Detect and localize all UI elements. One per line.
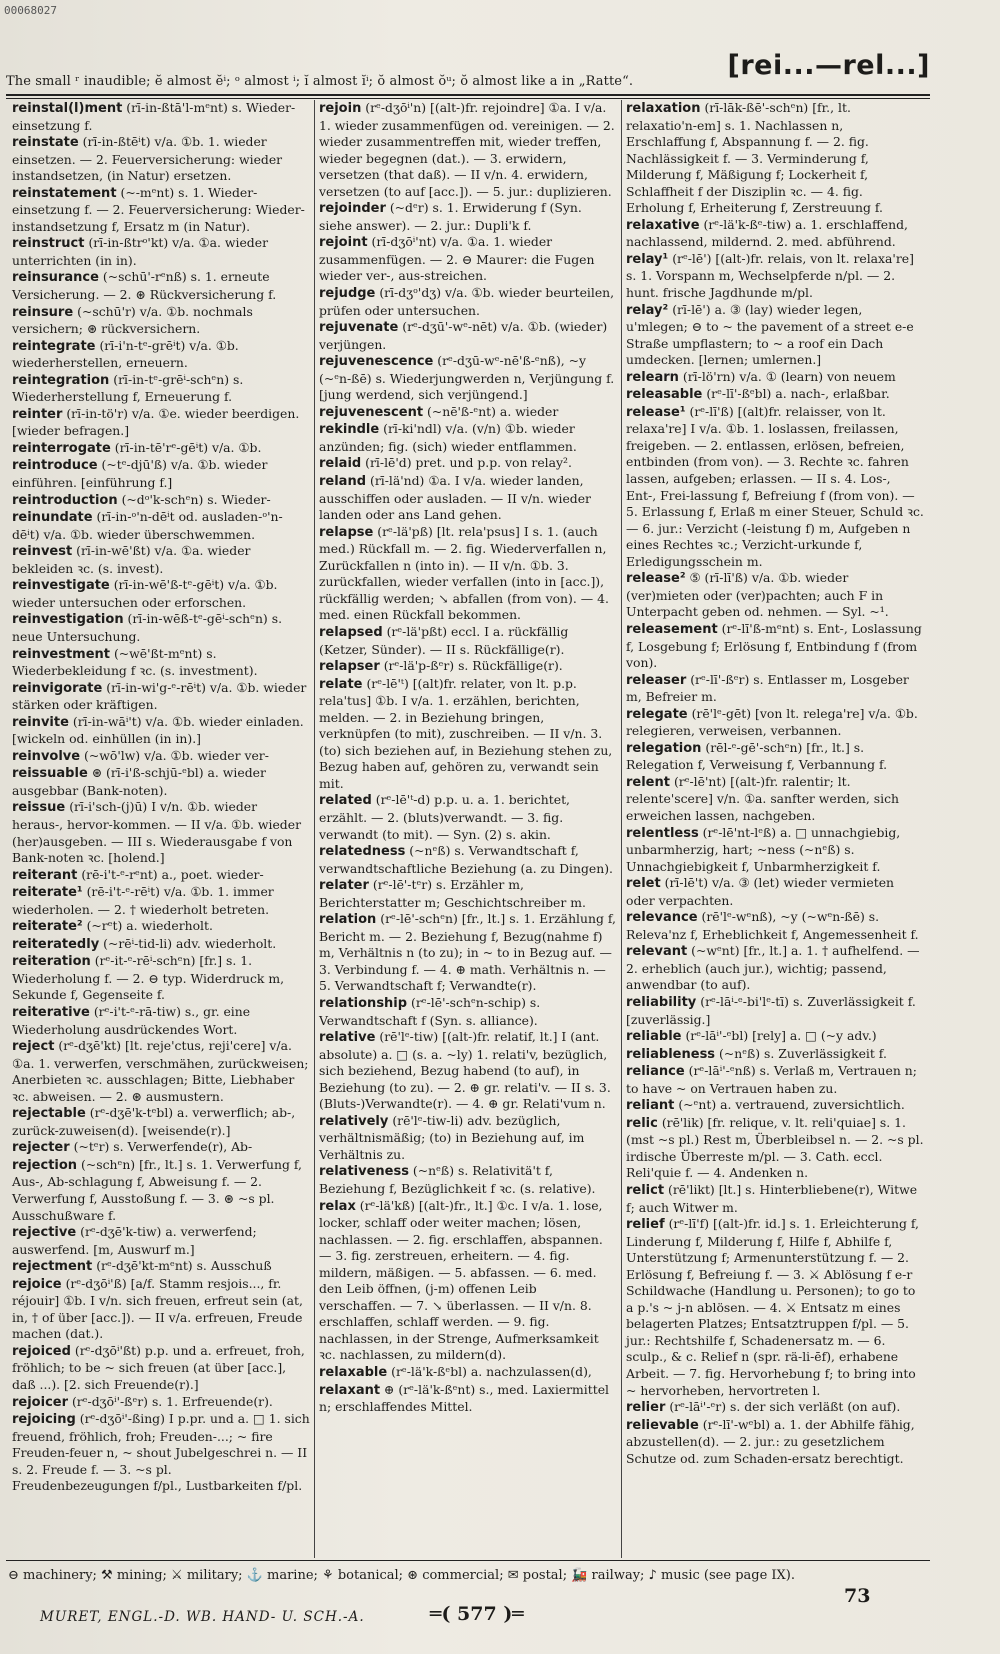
entry-definition: (rē'lᵉ-tiw-li) adv. bezüglich, verhältnismäßig; (to) in Beziehung auf, im Verhältnis zu. (319, 1112, 585, 1162)
dictionary-entry (626, 1063, 924, 1097)
entry-headword: releasable (626, 387, 703, 403)
entry-definition: (rᵉ-dʒū-wᵉ-nē'ß-ᵉnß), ~y (~ᵉn-ßē) s. Wiederjungwerden n, Verjüngung f. [jung werdend, sich verjüngend.] (319, 353, 615, 403)
dictionary-entry (319, 473, 617, 524)
dictionary-entry (626, 825, 924, 876)
entry-headword: rejoint (319, 235, 368, 251)
entry-headword: reinterrogate (12, 440, 111, 456)
entry-definition: (rᵉ-lāⁱ'-ᵉr) s. der sich verläßt (on auf). (669, 1399, 901, 1415)
entry-definition: (rī-lö'rn) v/a. ① (learn) von neuem (682, 368, 896, 384)
entry-headword: rejoice (12, 1276, 62, 1292)
dictionary-entry (12, 1394, 310, 1412)
entry-headword: reintroduce (12, 458, 98, 474)
dictionary-entry (626, 1399, 924, 1417)
dictionary-entry (12, 936, 310, 954)
dictionary-entry (319, 676, 617, 793)
entry-definition: (rᵉ-lē'ᵗ) [(alt)fr. relater, von lt. p.p. rela'tus] ①b. I v/a. 1. erzählen, berichten, melden. — 2. in Beziehung bringen, verknüpfen (to mit), zuschreiben. — II v/n. 3. (to) sich beziehen auf, in Beziehung stehen zu, Bezug haben auf, gehören zu, verwandt sein mit. (319, 675, 613, 791)
entry-headword: relapser (319, 659, 380, 675)
entry-headword: reissuable (12, 766, 88, 782)
entry-headword: rejectment (12, 1259, 93, 1275)
entry-headword: relater (319, 878, 369, 894)
dictionary-entry (626, 302, 924, 369)
entry-definition: (rᵉ-dʒē'kt-mᵉnt) s. Ausschuß (96, 1258, 272, 1274)
entry-headword: reintroduction (12, 492, 118, 508)
entry-definition: (~ᵉnt) a. vertrauend, zuversichtlich. (678, 1097, 905, 1113)
entry-headword: relict (626, 1183, 665, 1198)
entry-definition: (rᵉ-lä'pß) [lt. rela'psus] I s. 1. (auch med.) Rückfall m. — 2. fig. Wiederverfallen n, Zurückfallen n (into in). — II v/n. ①b. 3. zurückfallen, wieder verfallen (into in [acc.]), rückfällig werden; ↘ abfallen (from von). — 4. med. einen Rückfall bekommen. (319, 523, 609, 623)
dictionary-entry (319, 1029, 617, 1113)
entry-headword: relay² (626, 302, 669, 318)
entry-definition: (rᵉ-lē') [(alt-)fr. relais, von lt. relaxa're] s. 1. Vorspann m, Wechselpferde n/pl. — 2. hunt. frische Jagdhunde m/pl. (626, 250, 914, 301)
dictionary-entry (626, 740, 924, 774)
entry-definition: (rī-in-ßtēⁱt) v/a. ①b. 1. wieder einsetzen. — 2. Feuerversicherung: wieder instandsetzen, (in Natur) ersetzen. (12, 134, 283, 184)
entry-definition: (rᵉ-dʒē'k-tᵉbl) a. verwerflich; ab-, zurück-zuweisen(d). [weisende(r).] (12, 1105, 296, 1138)
dictionary-entry (626, 875, 924, 909)
entry-headword: relaxable (319, 1365, 388, 1381)
dictionary-entry (12, 1004, 310, 1038)
dictionary-entry (319, 658, 617, 676)
entry-headword: rejuvenescent (319, 404, 424, 420)
entry-definition: (~rᵉt) a. wiederholt. (86, 918, 213, 934)
entry-definition: (rᵉ-dʒōⁱ'ß) [a/f. Stamm resjois..., fr. réjouir] ①b. I v/n. sich freuen, erfreut sein (at, in, † of über [acc.]). — II v/a. erfreuen, Freude machen (dat.). (12, 1275, 303, 1342)
dictionary-entry (626, 774, 924, 825)
entry-definition: (~schū'r) v/a. ①b. nochmals versichern; ⊛ rückversichern. (12, 303, 253, 337)
dictionary-entry (319, 1382, 617, 1416)
entry-definition: (rᵉ-lāⁱ'-ᵉnß) s. Verlaß m, Vertrauen n; to have ~ on Vertrauen haben zu. (626, 1063, 917, 1096)
dictionary-entry (319, 524, 617, 624)
entry-headword: rejectable (12, 1106, 86, 1122)
dictionary-entry (12, 509, 310, 543)
entry-headword: reinstatement (12, 185, 117, 201)
entry-columns (8, 100, 928, 1558)
column-right (621, 100, 928, 1558)
entry-definition: (rī-lāk-ßē'-schᵉn) [fr., lt. relaxatio'n-em] s. 1. Nachlassen n, Erschlaffung f, Abspannung f. — 2. fig. Nachlässigkeit f. — 3. Verminderung f, Milderung f, Mäßigung f; Lockerheit f, Schlaffheit f der Disziplin ꝛc. — 4. fig. Erholung f, Erheiterung f, Zerstreuung f. (626, 100, 883, 216)
dictionary-entry (626, 217, 924, 251)
dictionary-entry (319, 995, 617, 1029)
dictionary-entry (626, 1028, 924, 1046)
dictionary-entry (626, 1097, 924, 1115)
entry-definition: (~wō'lw) v/a. ①b. wieder ver- (84, 747, 269, 763)
dictionary-entry (12, 492, 310, 510)
dictionary-entry (12, 457, 310, 491)
entry-definition: (rē'lik) [fr. relique, v. lt. reli'quiae] s. 1. (mst ~s pl.) Rest m, Überbleibsel n. — 2. ~s pl. irdische Überreste m/pl. — 3. Cath. eccl. Reli'quie f. — 4. Andenken n. (626, 1114, 924, 1181)
entry-definition: (~-mᵉnt) s. 1. Wieder-einsetzung f. — 2. Feuerversicherung: Wieder-instandsetzung f, Ersatz m (in Natur). (12, 184, 305, 234)
entry-headword: relation (319, 912, 377, 928)
dictionary-entry (626, 909, 924, 943)
entry-definition: (~tᵉ-djū'ß) v/a. ①b. wieder einführen. [einführung f.] (12, 457, 268, 491)
entry-headword: rejoicing (12, 1412, 76, 1428)
entry-definition: (rᵉ-lē'ᵗ-d) p.p. u. a. 1. berichtet, erzählt. — 2. (bluts)verwandt. — 3. fig. verwandt (to mit). — Syn. (2) s. akin. (319, 792, 571, 842)
dictionary-entry (626, 1182, 924, 1216)
entry-headword: relearn (626, 369, 679, 385)
entry-definition: (rē'lᵉ-tiw) [(alt-)fr. relatif, lt.] I (ant. absolute) a. □ (s. a. ~ly) 1. relati'v, bezüglich, sich beziehend, Bezug habend (to auf), in Beziehung (to zu). — 2. ⊕ gr. relati'v. — II s. 3. (Bluts-)Verwandte(r). — 4. ⊕ gr. Relati'vum n. (319, 1029, 611, 1112)
header-rule (6, 94, 930, 99)
entry-definition: (rᵉ-lä'p-ßᵉr) s. Rückfällige(r). (383, 658, 563, 674)
entry-definition: (rᵉ-dʒōⁱ'n) [(alt-)fr. rejoindre] ①a. I v/a. 1. wieder zusammenfügen od. vereinigen. — 2. wieder zusammentreffen mit, wieder treffen, wieder begegnen (dat.). — 3. erwidern, versetzen (that daß). — II v/n. 4. erwidern, versetzen (to auf [acc.]). — 5. jur.: duplizieren. (319, 100, 615, 199)
dictionary-entry (626, 570, 924, 621)
entry-headword: related (319, 793, 372, 809)
entry-definition: (rᵉ-lī'f) [(alt-)fr. id.] s. 1. Erleichterung f, Linderung f, Milderung f, Hilfe f, Abhilfe f, Unterstützung f; Armenunterstützung f. — 2. Erlösung f, Befreiung f. — 3. ⚔ Ablösung f e-r Schildwache (Handlung u. Personen); to go to a p.'s ~ j-n ablösen. — 4. ⚔ Entsatz m eines belagerten Platzes; Entsatztruppen f/pl. — 5. jur.: Rechtshilfe f, Schadenersatz m. — 6. sculp., & c. Relief n (spr. rä-li-ēf), erhabene Arbeit. — 7. fig. Hervorhebung f; to bring into ~ hervorheben, hervortreten l. (626, 1216, 919, 1398)
pronunciation-note: The small ʳ inaudible; ĕ almost ĕⁱ; ᵒ almost ⁱ; ĭ almost ĭⁱ; ŏ almost ŏᵘ; ŏ almost like a in „Ratte“. (6, 74, 634, 89)
entry-definition: (rī-in-tē'rᵉ-gēⁱt) v/a. ①b. (114, 439, 262, 455)
entry-headword: reissue (12, 800, 66, 816)
dictionary-entry (319, 353, 617, 404)
entry-headword: relentless (626, 825, 699, 841)
dictionary-entry (626, 1216, 924, 1399)
dictionary-entry (12, 543, 310, 577)
entry-headword: relent (626, 774, 670, 790)
dictionary-entry (626, 1115, 924, 1182)
entry-headword: relatedness (319, 844, 406, 860)
entry-definition: (rᵉ-lä'k-ßᵉbl) a. nachzulassen(d), (391, 1364, 592, 1380)
entry-definition: (rē'lᵉ-gēt) [von lt. relega're] v/a. ①b. relegieren, verweisen, verbannen. (626, 705, 918, 739)
dictionary-entry (12, 1411, 310, 1495)
entry-headword: relatively (319, 1113, 389, 1129)
dictionary-entry (12, 953, 310, 1004)
dictionary-entry (626, 943, 924, 994)
entry-headword: reiterate² (12, 919, 83, 935)
dictionary-entry (12, 372, 310, 406)
entry-definition: (rᵉ-dʒē'k-tiw) a. verwerfend; auswerfend. [m, Auswurf m.] (12, 1224, 257, 1257)
entry-definition: (~dᵒ'k-schᵉn) s. Wieder- (121, 491, 271, 507)
entry-headword: reiterant (12, 867, 78, 883)
entry-definition: (rᵉ-lī'-wᵉbl) a. 1. der Abhilfe fähig, abzustellen(d). — 2. jur.: zu gesetzlichem Schutze od. zum Schaden-ersatz berechtigt. (626, 1416, 915, 1466)
dictionary-entry (319, 1113, 617, 1164)
entry-definition: (rī-lē't) v/a. ③ (let) wieder vermieten oder verpachten. (626, 875, 895, 908)
entry-headword: relier (626, 1400, 666, 1416)
entry-headword: reliance (626, 1064, 685, 1080)
entry-headword: relet (626, 876, 661, 892)
entry-definition: (rᵉ-lē'-schᵉn) [fr., lt.] s. 1. Erzählung f, Bericht m. — 2. Beziehung f, Bezug(nahme f) m, Verhältnis n (to zu); in ~ to in Bezug auf. — 3. Verbindung f. — 4. ⊕ math. Verhältnis n. — 5. Verwandtschaft f; Verwandte(r). (319, 911, 616, 994)
entry-definition: (rī-i'n-tᵉ-grēⁱt) v/a. ①b. wiederherstellen, erneuern. (12, 337, 239, 371)
entry-headword: reiteratedly (12, 936, 100, 952)
entry-definition: (~nᵉß) s. Relativitä't f, Beziehung f, Bezüglichkeit f ꝛc. (s. relative). (319, 1163, 596, 1196)
entry-definition: (~rēⁱ-tid-li) adv. wiederholt. (103, 935, 277, 951)
entry-definition: (~dᵉr) s. 1. Erwiderung f (Syn. siehe answer). — 2. jur.: Dupli'k f. (319, 200, 582, 233)
entry-headword: relaxation (626, 101, 701, 116)
entry-definition: (rᵉ-it-ᵉ-rēⁱ-schᵉn) [fr.] s. 1. Wiederholung f. — 2. ⊖ typ. Widerdruck m, Sekunde f, Gegenseite f. (12, 953, 285, 1003)
entry-definition: (rᵉ-dʒē'kt) [lt. reje'ctus, reji'cere] v/a. ①a. 1. verwerfen, verschmähen, zurückweisen; Anerbieten ꝛc. ausschlagen; Bitte, Liebhaber ꝛc. abweisen. — 2. ⊛ ausmustern. (12, 1038, 309, 1104)
entry-headword: rejoiced (12, 1343, 71, 1359)
entry-definition: (~nᵉß) s. Zuverlässigkeit f. (719, 1045, 887, 1061)
entry-headword: rejuvenescence (319, 354, 434, 370)
dictionary-entry (12, 440, 310, 458)
entry-headword: rejoin (319, 101, 362, 116)
entry-headword: relief (626, 1217, 665, 1233)
dictionary-entry (12, 748, 310, 766)
entry-headword: relaxant (319, 1382, 381, 1398)
scan-id: 00068027 (4, 4, 57, 17)
dictionary-entry (12, 1038, 310, 1105)
entry-definition: (rē'lᵉ-wᵉnß), ~y (~wᵉn-ßē) s. Releva'nz f, Erheblichkeit f, Angemessenheit f. (626, 909, 919, 942)
column-middle (314, 100, 621, 1558)
entry-headword: reintegrate (12, 338, 96, 354)
dictionary-entry (319, 1163, 617, 1197)
entry-definition: (rᵉ-dʒū'-wᵉ-nēt) v/a. ①b. (wieder) verjüngen. (319, 319, 608, 352)
entry-definition: (rī-i'sch-(j)ū) I v/n. ①b. wieder heraus-, hervor-kommen. — II v/a. ①b. wieder (her)ausgeben. — III s. Wiederausgabe f von Bank-noten ꝛc. [holend.] (12, 799, 301, 866)
entry-definition: (rᵉ-dʒōⁱ'-ßing) I p.pr. und a. □ 1. sich freuend, fröhlich, froh; Freuden-...; ~ fire Freuden-feuer n, ~ shout Jubelgeschrei n. — II s. 2. Freude f. — 3. ~s pl. Freudenbezeugungen f/pl., Lustbarkeiten f/pl. (12, 1411, 310, 1494)
dictionary-entry (12, 185, 310, 236)
symbol-legend: ⊖ machinery; ⚒ mining; ⚔ military; ⚓ marine; ⚘ botanical; ⊛ commercial; ✉ postal; 🚂 railway; ♪ music (see page IX). (8, 1568, 796, 1583)
entry-definition: (rᵉ-lī'-ßᵉbl) a. nach-, erlaßbar. (706, 386, 890, 402)
entry-definition: (rᵉ-lē'nt) [(alt-)fr. ralentir; lt. relente'scere] v/n. ①a. sanfter werden, sich erweichen lassen, nachgeben. (626, 773, 900, 823)
entry-definition: (rī-in-ᵒ'n-dēⁱt od. ausladen-ᵒ'n-dēⁱt) v/a. ①b. wieder überschwemmen. (12, 509, 283, 542)
dictionary-entry (12, 134, 310, 185)
dictionary-entry (626, 706, 924, 740)
entry-definition: (~schᵉn) [fr., lt.] s. 1. Verwerfung f, Aus-, Ab-schlagung f, Abweisung f. — 2. Verwerfung f, Ausstoßung f. — 3. ⊛ ~s pl. Ausschußware f. (12, 1156, 302, 1223)
entry-definition: (rī-in-wēß-tᵉ-gēⁱ-schᵉn) s. neue Untersuchung. (12, 611, 283, 644)
entry-definition: (rī-in-wi'g-ᵉ-rēⁱt) v/a. ①b. wieder stärken oder kräftigen. (12, 679, 307, 713)
dictionary-entry (319, 1364, 617, 1382)
dictionary-entry (319, 624, 617, 658)
dictionary-entry (319, 285, 617, 319)
dictionary-entry (12, 406, 310, 440)
dictionary-entry (12, 867, 310, 885)
dictionary-entry (12, 799, 310, 866)
entry-definition: (rē-i't-ᵉ-rēⁱt) v/a. ①b. 1. immer wiederholen. — 2. † wiederholt betreten. (12, 884, 274, 917)
publisher-line: MURET, ENGL.-D. WB. HAND- U. SCH.-A. (40, 1609, 365, 1625)
page-reference: ═( 577 )═ (430, 1603, 524, 1625)
dictionary-entry (626, 386, 924, 404)
entry-definition: (rī-in-ßtrᵒ'kt) v/a. ①a. wieder unterrichten (in in). (12, 235, 268, 268)
entry-headword: relaxative (626, 217, 700, 233)
entry-definition: (rī-ki'ndl) v/a. (v/n) ①b. wieder anzünden; fig. (sich) wieder entflammen. (319, 421, 577, 454)
entry-definition: (rᵉ-lē'-tᵉr) s. Erzähler m, Berichterstatter m; Geschichtschreiber m. (319, 877, 586, 910)
page-range-heading: [rei...—rel...] (727, 50, 930, 81)
dictionary-entry (319, 911, 617, 995)
dictionary-entry (12, 714, 310, 748)
dictionary-entry (12, 765, 310, 799)
dictionary-entry (12, 1224, 310, 1258)
entry-headword: reliable (626, 1029, 682, 1045)
entry-definition: (rᵉ-lä'pßt) eccl. I a. rückfällig (Ketzer, Sünder). — II s. Rückfällige(r). (319, 623, 569, 657)
dictionary-entry (12, 269, 310, 303)
entry-definition: (rī-lä'nd) ①a. I v/a. wieder landen, ausschiffen oder ausladen. — II v/n. wieder landen oder ans Land gehen. (319, 473, 591, 523)
entry-headword: reinter (12, 406, 63, 422)
entry-headword: rekindle (319, 422, 380, 438)
entry-definition: (rī-in-ßtā'l-mᵉnt) s. Wieder-einsetzung f. (12, 100, 296, 133)
entry-headword: reject (12, 1039, 55, 1055)
entry-headword: release² (626, 571, 686, 587)
footer-rule (6, 1560, 930, 1561)
dictionary-entry (12, 1276, 310, 1343)
dictionary-entry (12, 338, 310, 372)
dictionary-entry (626, 1046, 924, 1064)
entry-headword: reinvest (12, 544, 73, 560)
entry-definition: (rᵉ-lāⁱ-ᵉ-bi'lᵉ-tī) s. Zuverlässigkeit f. [zuverlässig.] (626, 993, 916, 1027)
entry-definition: ⊛ (rī-i'ß-schjū-ᵉbl) a. wieder ausgebbar (Bank-noten). (12, 765, 266, 798)
dictionary-entry (626, 404, 924, 570)
entry-headword: releasement (626, 621, 718, 637)
dictionary-entry (319, 421, 617, 455)
entry-headword: reintegration (12, 372, 110, 388)
entry-headword: reliability (626, 994, 697, 1010)
entry-definition: (rᵉ-lī'ß) [(alt)fr. relaisser, von lt. relaxa're] I v/a. ①b. 1. loslassen, freilassen, freigeben. — 2. entlassen, erlösen, befreien, entbinden (from von). — 3. Rechte ꝛc. fahren lassen, aufgeben; erlassen. — II s. 4. Los-, Ent-, Frei-lassung f, Befreiung f (from von). — 5. Erlassung f, Erlaß m einer Steuer, Schuld ꝛc. — 6. jur.: Verzicht (-leistung f) m, Aufgeben n eines Rechtes ꝛc.; Verzicht-urkunde f, Erledigungsschein m. (626, 403, 924, 569)
entry-headword: relax (319, 1198, 356, 1214)
entry-headword: relapse (319, 524, 374, 540)
dictionary-entry (12, 1139, 310, 1157)
entry-headword: relevance (626, 910, 698, 926)
dictionary-entry (319, 404, 617, 422)
entry-headword: relative (319, 1030, 376, 1046)
entry-headword: reiterate¹ (12, 885, 83, 901)
dictionary-entry (12, 100, 310, 134)
entry-headword: rejection (12, 1157, 78, 1173)
entry-definition: (rᵉ-lī'ß-mᵉnt) s. Ent-, Loslassung f, Losgebung f; Erlösung f, Entbindung f (from von). (626, 620, 922, 671)
dictionary-entry (626, 369, 924, 387)
dictionary-entry (12, 1258, 310, 1276)
dictionary-entry (319, 1198, 617, 1364)
dictionary-entry (12, 646, 310, 680)
entry-headword: reinstal(l)ment (12, 101, 123, 116)
entry-definition: (~tᵉr) s. Verwerfende(r), Ab- (73, 1139, 253, 1155)
entry-definition: (rᵉ-lē'-schᵉn-schip) s. Verwandtschaft f (Syn. s. alliance). (319, 994, 541, 1028)
dictionary-entry (12, 611, 310, 645)
entry-definition: (rēl-ᵉ-gē'-schᵉn) [fr., lt.] s. Relegation f, Verweisung f, Verbannung f. (626, 739, 888, 773)
entry-definition: (~nᵉß) s. Verwandtschaft f, verwandtschaftliche Beziehung (a. zu Dingen). (319, 843, 613, 876)
dictionary-entry (319, 100, 617, 200)
dictionary-entry (626, 621, 924, 672)
entry-definition: (rᵉ-lī'-ßᵉr) s. Entlasser m, Losgeber m, Befreier m. (626, 671, 909, 705)
entry-headword: reinstate (12, 135, 79, 151)
entry-headword: reinvestigate (12, 578, 110, 594)
entry-definition: (rᵉ-dʒōⁱ'-ßᵉr) s. 1. Erfreuende(r). (71, 1393, 273, 1409)
dictionary-entry (12, 235, 310, 269)
dictionary-entry (626, 251, 924, 302)
entry-definition: (rᵉ-lä'kß) [(alt-)fr., lt.] ①c. I v/a. 1. lose, locker, schlaff oder weiter machen; lösen, nachlassen. — 2. fig. erschlaffen, abspannen. — 3. fig. zerstreuen, erheitern. — 4. fig. mildern, mäßigen. — 5. abfassen. — 6. med. den Leib öffnen, (j-m) offenen Leib verschaffen. — 7. ↘ überlassen. — II v/n. 8. erschlaffen, schlaff werden. — 9. fig. nachlassen, in der Strenge, Aufmerksamkeit ꝛc. nachlassen, zu mildern(d). (319, 1197, 603, 1363)
dictionary-entry (319, 200, 617, 234)
dictionary-entry (12, 1343, 310, 1394)
entry-headword: rejecter (12, 1140, 70, 1156)
entry-definition: (rᵉ-i't-ᵉ-rā-tiw) s., gr. eine Wiederholung ausdrückendes Wort. (12, 1003, 251, 1037)
entry-headword: relativeness (319, 1164, 409, 1180)
dictionary-entry (12, 577, 310, 611)
entry-headword: reland (319, 474, 367, 490)
entry-headword: reinvolve (12, 748, 81, 764)
dictionary-entry (12, 1157, 310, 1224)
entry-definition: (rī-dʒᵒ'dʒ) v/a. ①b. wieder beurteilen, prüfen oder untersuchen. (319, 285, 615, 318)
dictionary-entry (319, 877, 617, 911)
entry-headword: relaid (319, 456, 362, 472)
entry-headword: reiterative (12, 1004, 90, 1020)
dictionary-entry (626, 672, 924, 706)
entry-headword: relay¹ (626, 251, 669, 267)
entry-definition: (~schū'-rᵉnß) s. 1. erneute Versicherung. — 2. ⊛ Rückversicherung f. (12, 269, 277, 303)
entry-headword: relic (626, 1115, 658, 1131)
entry-headword: reinvestment (12, 646, 111, 662)
entry-headword: releaser (626, 672, 687, 688)
entry-headword: rejoinder (319, 201, 386, 217)
entry-definition: (rī-in-wē'ßt) v/a. ①a. wieder bekleiden ꝛc. (s. invest). (12, 543, 251, 576)
entry-definition: (rē'likt) [lt.] s. Hinterbliebene(r), Witwe f; auch Witwer m. (626, 1182, 918, 1215)
entry-headword: rejective (12, 1225, 77, 1241)
entry-definition: (rē-i't-ᵉ-rᵉnt) a., poet. wieder- (81, 866, 264, 882)
entry-headword: reinsure (12, 304, 74, 320)
entry-definition: (rī-in-wē'ß-tᵉ-gēⁱt) v/a. ①b. wieder untersuchen oder erforschen. (12, 577, 278, 610)
page-number: 73 (844, 1585, 871, 1607)
dictionary-entry (319, 319, 617, 353)
entry-headword: reinvigorate (12, 680, 103, 696)
entry-headword: relevant (626, 944, 688, 960)
entry-headword: rejudge (319, 286, 376, 302)
entry-headword: rejoicer (12, 1394, 69, 1410)
entry-definition: (rᵉ-lē'nt-lᵉß) a. □ unnachgiebig, unbarmherzig, hart; ~ness (~nᵉß) s. Unnachgiebigkeit f, Unbarmherzigkeit f. (626, 824, 901, 874)
column-left (8, 100, 314, 1558)
dictionary-entry (319, 234, 617, 285)
entry-headword: relate (319, 676, 363, 692)
entry-definition: (rī-in-tᵉ-grēⁱ-schᵉn) s. Wiederherstellung f, Erneuerung f. (12, 371, 244, 405)
dictionary-entry (12, 918, 310, 936)
entry-definition: (rī-lē'd) pret. und p.p. von relay². (365, 455, 572, 471)
entry-headword: relapsed (319, 624, 383, 640)
entry-definition: ⊕ (rᵉ-lä'k-ßᵉnt) s., med. Laxiermittel n; erschlaffendes Mittel. (319, 1381, 610, 1415)
dictionary-entry (626, 100, 924, 217)
entry-headword: reinstruct (12, 236, 85, 252)
entry-definition: (rī-in-wāⁱ't) v/a. ①b. wieder einladen. [wickeln od. einhüllen (in in).] (12, 713, 304, 747)
entry-definition: (rī-lē') a. ③ (lay) wieder legen, u'mlegen; ⊖ to ~ the pavement of a street e-e Straße umpflastern; to ~ a roof ein Dach umdecken. [lernen; umlernen.] (626, 301, 914, 368)
entry-headword: reliant (626, 1098, 675, 1114)
entry-headword: relegate (626, 706, 688, 722)
entry-headword: relegation (626, 740, 702, 756)
entry-headword: reinsurance (12, 270, 99, 286)
dictionary-entry (626, 994, 924, 1028)
dictionary-entry (12, 304, 310, 338)
dictionary-entry (319, 792, 617, 843)
entry-headword: relationship (319, 995, 408, 1011)
entry-headword: reiteration (12, 954, 91, 970)
entry-definition: ⑤ (rī-lī'ß) v/a. ①b. wieder (ver)mieten oder (ver)pachten; auch F in Unterpacht geben od. nehmen. — Syl. ~¹. (626, 570, 889, 620)
entry-headword: reliableness (626, 1046, 716, 1062)
entry-headword: reinvite (12, 714, 69, 730)
entry-definition: (rᵉ-lāⁱ'-ᵉbl) [rely] a. □ (~y adv.) (685, 1028, 877, 1044)
dictionary-entry (319, 843, 617, 877)
entry-definition: (rᵉ-lä'k-ßᵉ-tiw) a. 1. erschlaffend, nachlassend, mildernd. 2. med. abführend. (626, 216, 908, 250)
entry-headword: release¹ (626, 404, 686, 420)
dictionary-entry (12, 1105, 310, 1139)
entry-headword: reinundate (12, 510, 93, 526)
entry-definition: (~nē'ß-ᵉnt) a. wieder (427, 403, 559, 419)
dictionary-entry (12, 680, 310, 714)
entry-definition: (~wᵉnt) [fr., lt.] a. 1. † aufhelfend. — 2. erheblich (auch jur.), wichtig; passend, anwendbar (to auf). (626, 943, 920, 993)
entry-headword: reinvestigation (12, 612, 124, 628)
entry-definition: (rī-dʒōⁱ'nt) v/a. ①a. 1. wieder zusammenfügen. — 2. ⊖ Maurer: die Fugen wieder ver-, aus-streichen. (319, 234, 595, 284)
dictionary-entry (12, 884, 310, 918)
entry-definition: (rī-in-tö'r) v/a. ①e. wieder beerdigen. [wieder befragen.] (12, 405, 300, 439)
entry-definition: (~wē'ßt-mᵉnt) s. Wiederbekleidung f ꝛc. (s. investment). (12, 645, 258, 679)
entry-definition: (rᵉ-dʒōⁱ'ßt) p.p. und a. erfreuet, froh, fröhlich; to be ~ sich freuen (at über [acc.], daß ...). [2. sich Freuende(r).] (12, 1342, 305, 1393)
entry-headword: rejuvenate (319, 320, 399, 336)
dictionary-entry (626, 1417, 924, 1468)
entry-headword: relievable (626, 1417, 699, 1433)
dictionary-entry (319, 455, 617, 473)
